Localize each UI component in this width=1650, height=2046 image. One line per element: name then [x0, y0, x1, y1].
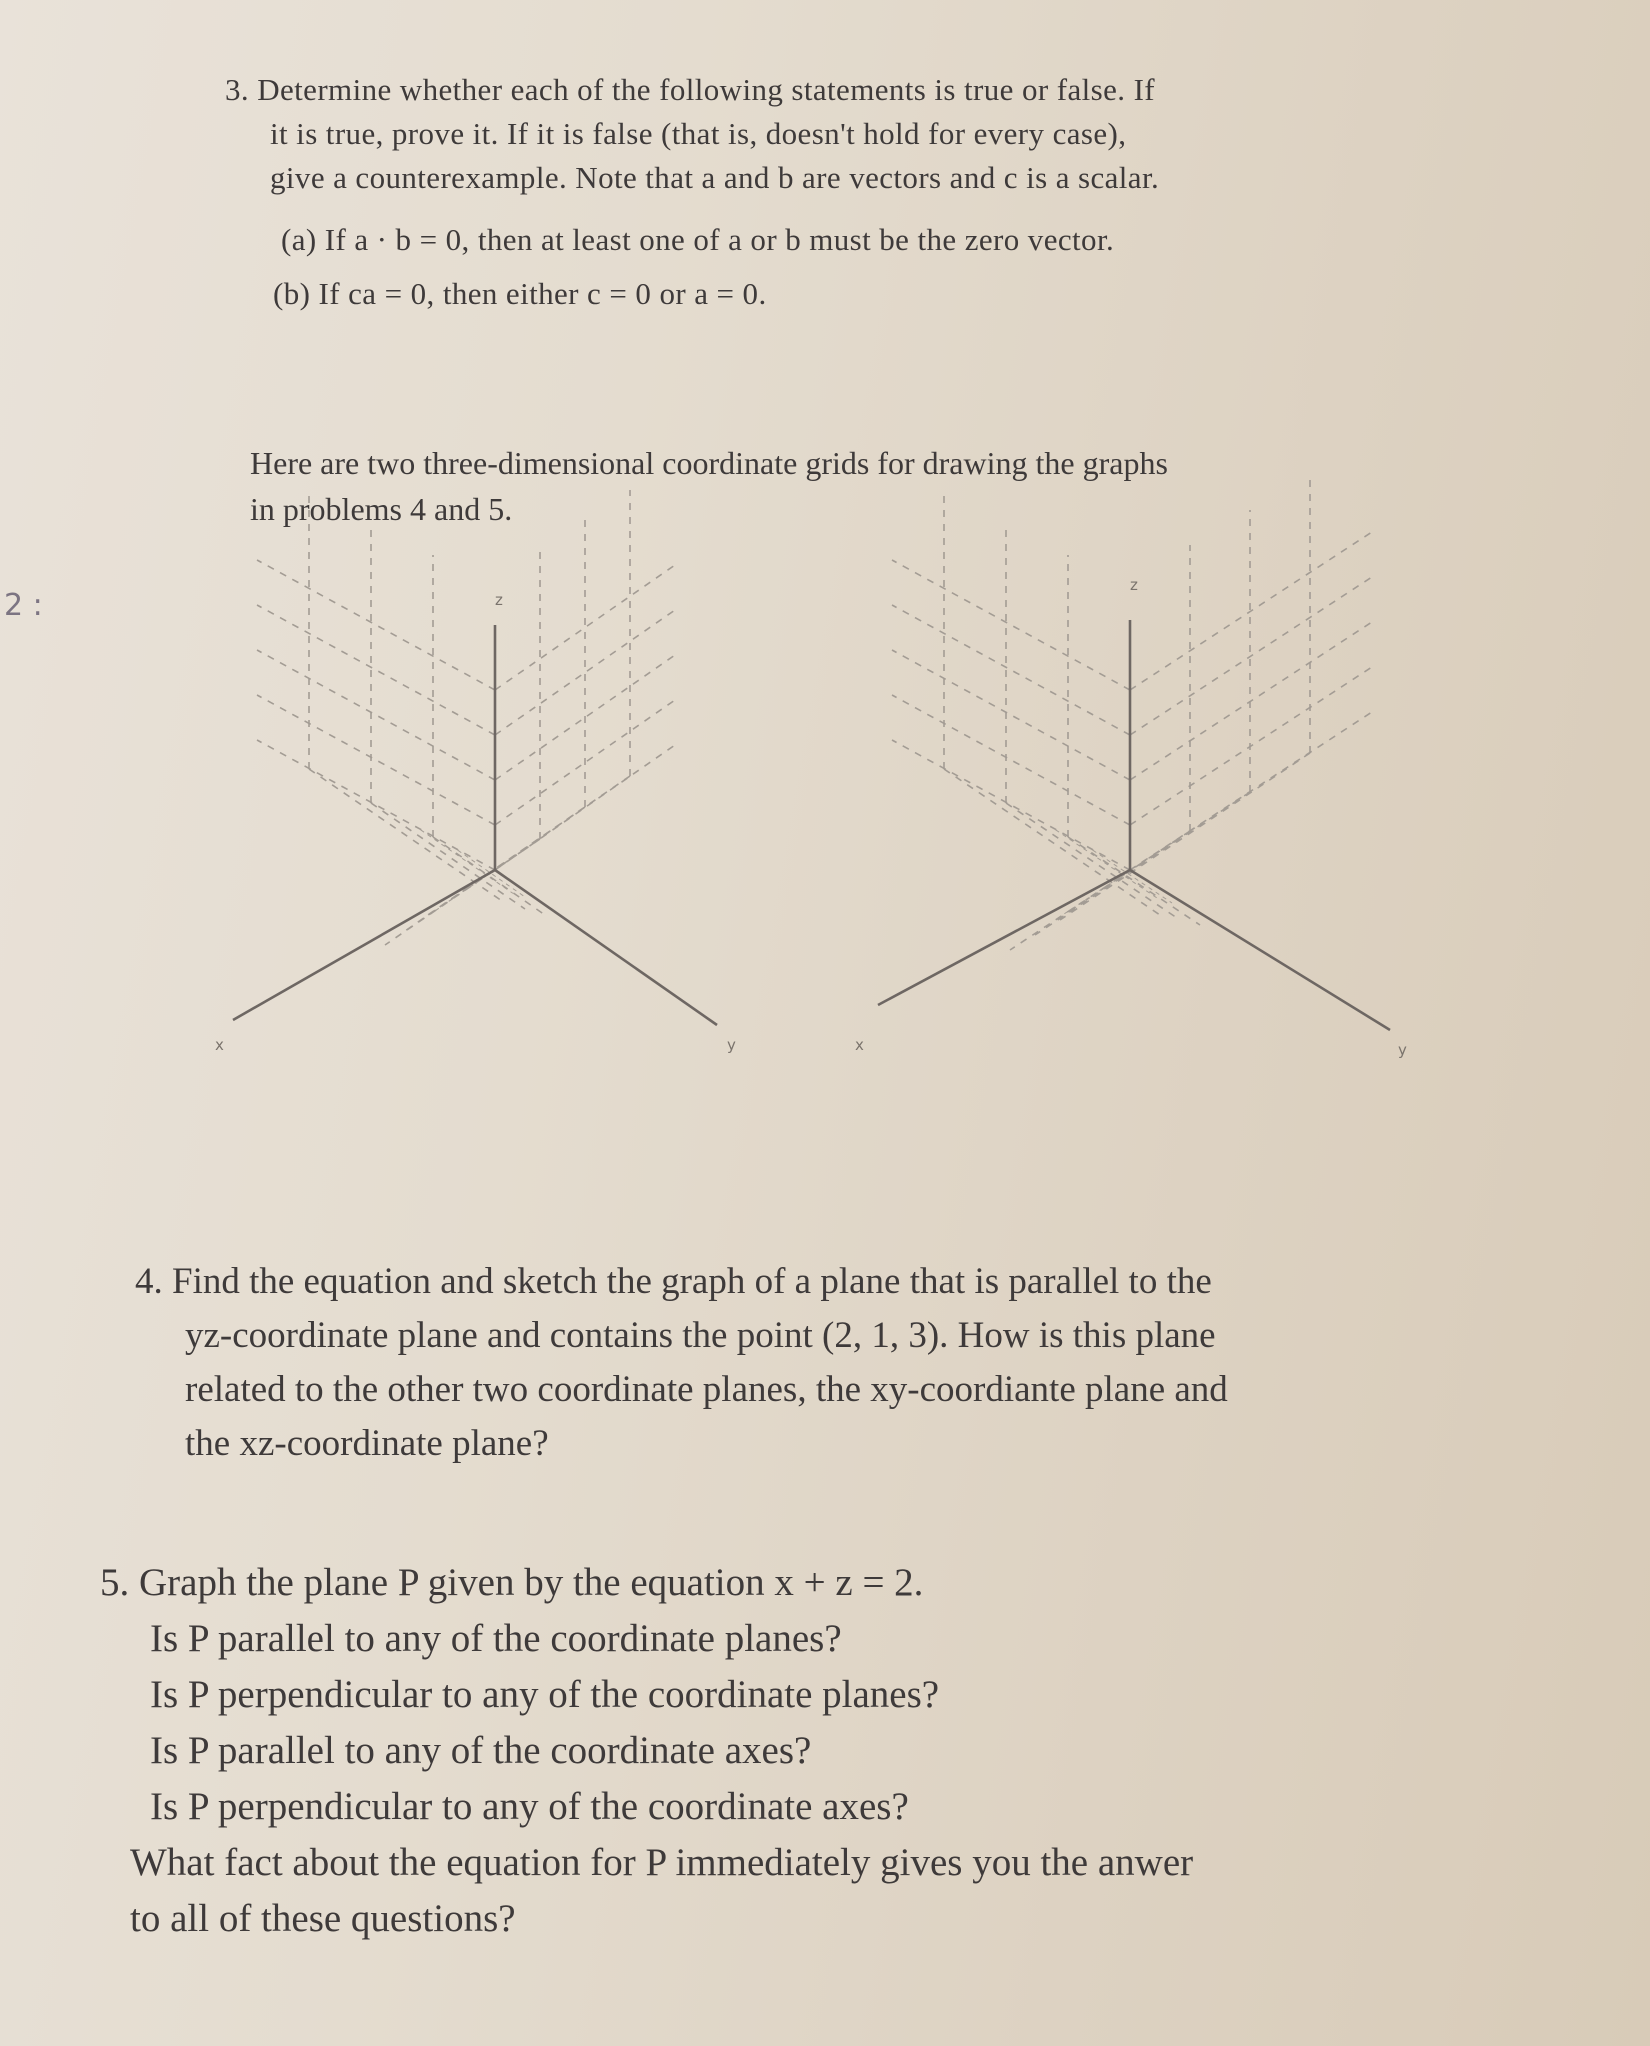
coordinate-grid-right[interactable] [840, 565, 1407, 1175]
x-label-right: x [855, 1036, 864, 1054]
problem-5-question-2: Is P perpendicular to any of the coordinate planes? [150, 1673, 940, 1716]
problem-5-final-line-2: to all of these questions? [130, 1897, 516, 1940]
problem-4-line-1 [135, 1255, 1555, 1309]
problem-3-line-3: give a counterexample. Note that a and b are vectors and c is a scalar. [270, 160, 1160, 195]
grids-intro-line-2: in problems 4 and 5. [250, 491, 513, 527]
problem-4 [135, 1255, 1555, 1471]
problem-4-line-2: yz-coordinate plane and contains the point (2, 1, 3). How is this plane [185, 1315, 1216, 1356]
grid-lines-right [892, 475, 1375, 950]
y-label-right: y [1398, 1041, 1407, 1059]
problem-4-line-3: related to the other two coordinate planes, the xy-coordiante plane and [185, 1369, 1228, 1410]
problem-3-number: 3. [225, 72, 250, 107]
problem-5-final-line-1: What fact about the equation for P immediately gives you the anwer [130, 1841, 1194, 1884]
problem-3a-text: If a · b = 0, then at least one of a or b must be the zero vector. [324, 222, 1115, 257]
x-axis-right [878, 870, 1130, 1005]
grids-intro [250, 440, 1510, 532]
problem-5-question-1: Is P parallel to any of the coordinate planes? [150, 1617, 842, 1660]
problem-5-question-4: Is P perpendicular to any of the coordinate axes? [150, 1785, 909, 1828]
problem-5-text-1: Graph the plane P given by the equation x + z = 2. [139, 1561, 924, 1604]
problem-4-number: 4. [135, 1261, 163, 1302]
x-label-left: x [215, 1036, 224, 1054]
problem-3b-label: (b) [273, 276, 311, 311]
problem-4-text-1: Find the equation and sketch the graph of a plane that is parallel to the [172, 1261, 1212, 1302]
problem-5-number: 5. [100, 1561, 130, 1604]
problem-3-line-1 [225, 68, 1505, 112]
grids-intro-line-1: Here are two three-dimensional coordinate grids for drawing the graphs [250, 445, 1168, 481]
z-label-left: z [495, 591, 503, 609]
problem-3-text-1: Determine whether each of the following statements is true or false. If [257, 72, 1156, 107]
y-axis-left [495, 870, 717, 1025]
problem-4-line-4: the xz-coordinate plane? [185, 1423, 549, 1464]
problem-5-line-1 [100, 1555, 1600, 1611]
grid-lines-left [257, 490, 675, 945]
z-label-right: z [1130, 576, 1138, 594]
margin-handwritten-mark: 2 : [4, 588, 43, 623]
problem-3a-label: (a) [281, 222, 317, 257]
problem-5 [100, 1555, 1600, 1947]
y-label-left: y [727, 1036, 736, 1054]
problem-5-question-3: Is P parallel to any of the coordinate axes? [150, 1729, 812, 1772]
problem-3-line-2: it is true, prove it. If it is false (that is, doesn't hold for every case), [270, 116, 1127, 151]
x-axis-left [233, 870, 495, 1020]
problem-3a [225, 218, 1505, 262]
problem-3b-text: If ca = 0, then either c = 0 or a = 0. [318, 276, 767, 311]
problem-3b [225, 272, 1505, 316]
y-axis-right [1130, 870, 1390, 1030]
problem-3 [225, 68, 1505, 316]
coordinate-grid-left[interactable] [205, 575, 745, 1175]
